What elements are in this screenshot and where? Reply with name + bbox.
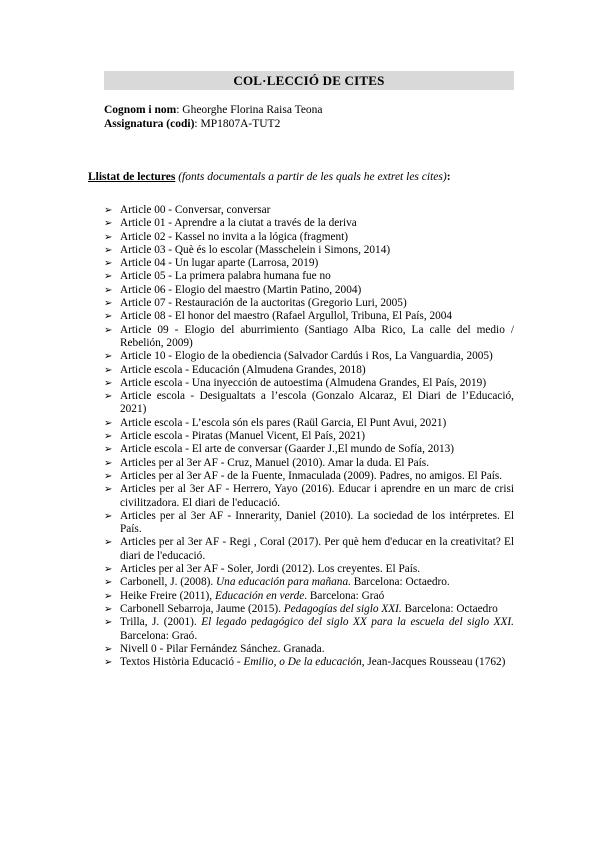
list-item-text: Article 06 - Elogio del maestro (Martin Patino, 2004) [120, 283, 362, 296]
list-item [104, 470, 514, 483]
list-item [104, 417, 514, 430]
list-item-text: Articles per al 3er AF - Cruz, Manuel (2010). Amar la duda. El País. [120, 456, 430, 469]
arrow-bullet-icon: ➢ [104, 417, 113, 429]
arrow-bullet-icon: ➢ [104, 444, 113, 456]
list-item-title: Pedagogías del siglo XXI. [283, 602, 402, 615]
list-item [104, 244, 514, 257]
arrow-bullet-icon: ➢ [104, 377, 113, 389]
list-item [104, 324, 514, 351]
list-item-text: Articles per al 3er AF - de la Fuente, Inmaculada (2009). Padres, no amigos. El País. [120, 469, 503, 482]
arrow-bullet-icon: ➢ [104, 643, 113, 655]
list-item-title: Una educación para mañana. [216, 576, 351, 589]
list-item [104, 297, 514, 310]
list-item [104, 257, 514, 270]
list-item-text: Article 08 - El honor del maestro (Rafael Argullol, Tribuna, El País, 2004 [120, 310, 453, 323]
arrow-bullet-icon: ➢ [104, 351, 113, 363]
list-item [104, 483, 514, 510]
list-item [104, 204, 514, 217]
list-item [104, 350, 514, 363]
list-item [104, 443, 514, 456]
list-item [104, 643, 514, 656]
list-item [104, 457, 514, 470]
list-item [104, 284, 514, 297]
arrow-bullet-icon: ➢ [104, 284, 113, 296]
list-item-text: Articles per al 3er AF - Herrero, Yayo (2016). Educar i aprendre en un marc de crisi civilitzadora. El diari de l'educació. [120, 483, 514, 509]
list-item [104, 563, 514, 576]
arrow-bullet-icon: ➢ [104, 617, 113, 629]
arrow-bullet-icon: ➢ [104, 205, 113, 216]
arrow-bullet-icon: ➢ [104, 577, 113, 589]
list-item-text: Carbonell Sebarroja, Jaume (2015). [120, 602, 284, 615]
list-item-title: El legado pedagógico del siglo XX para la escuela del siglo XXI. [201, 616, 514, 629]
list-item-text: Article escola - Una inyección de autoestima (Almudena Grandes, El País, 2019) [120, 376, 487, 389]
list-item [104, 310, 514, 323]
list-item [104, 590, 514, 603]
list-item-text: Textos Història Educació - [120, 656, 244, 669]
list-item-text-end: . Barcelona: Graó [304, 589, 385, 602]
list-item-text-end: , Jean-Jacques Rousseau (1762) [361, 656, 506, 669]
list-item-text-end: Barcelona: Octaedro. [350, 576, 450, 589]
reading-list-heading [88, 170, 451, 184]
arrow-bullet-icon: ➢ [104, 324, 113, 336]
list-item-text: Article 03 - Què és lo escolar (Masschelein i Simons, 2014) [120, 243, 391, 256]
arrow-bullet-icon: ➢ [104, 457, 113, 469]
list-item-text: Article 02 - Kassel no invita a la lógica (fragment) [120, 230, 349, 243]
arrow-bullet-icon: ➢ [104, 657, 113, 669]
name-line [104, 103, 323, 117]
list-item-text: Nivell 0 - Pilar Fernández Sánchez. Granada. [120, 642, 325, 655]
arrow-bullet-icon: ➢ [104, 258, 113, 270]
list-item-text: Article escola - Piratas (Manuel Vicent, El País, 2021) [120, 430, 366, 443]
list-item-text: Article escola - Educación (Almudena Grandes, 2018) [120, 363, 366, 376]
arrow-bullet-icon: ➢ [104, 484, 113, 496]
list-item [104, 510, 514, 537]
list-item [104, 536, 514, 563]
list-item-text: Articles per al 3er AF - Innerarity, Daniel (2010). La sociedad de los intérpretes. El País. [120, 509, 514, 536]
list-item-text-end: Barcelona: Octaedro [401, 602, 498, 615]
list-item [104, 616, 514, 643]
reading-list [104, 204, 514, 669]
list-item-text: Article 00 - Conversar, conversar [120, 204, 271, 216]
arrow-bullet-icon: ➢ [104, 231, 113, 243]
list-item-text: Article escola - El arte de conversar (Gaarder J.,El mundo de Sofía, 2013) [120, 443, 455, 456]
reading-list-colon: : [446, 171, 451, 183]
list-item [104, 231, 514, 244]
list-item-text-end: Barcelona: Graó. [120, 629, 198, 642]
arrow-bullet-icon: ➢ [104, 364, 113, 376]
list-item [104, 656, 514, 669]
arrow-bullet-icon: ➢ [104, 564, 113, 576]
list-item [104, 390, 514, 417]
reading-list-label: Llistat de lectures [88, 171, 176, 183]
list-item-text: Article 10 - Elogio de la obediencia (Salvador Cardús i Ros, La Vanguardia, 2005) [120, 350, 493, 363]
arrow-bullet-icon: ➢ [104, 271, 113, 283]
arrow-bullet-icon: ➢ [104, 603, 113, 615]
subject-label: Assignatura (codi) [104, 118, 195, 130]
list-item-text: Articles per al 3er AF - Soler, Jordi (2012). Los creyentes. El País. [120, 563, 421, 576]
list-item [104, 603, 514, 616]
arrow-bullet-icon: ➢ [104, 298, 113, 310]
subject-line [104, 117, 280, 131]
name-label: Cognom i nom [104, 104, 177, 116]
reading-list-note: (fonts documentals a partir de les quals he extret les cites) [175, 171, 447, 183]
arrow-bullet-icon: ➢ [104, 431, 113, 443]
list-item-text: Heike Freire (2011), [120, 589, 215, 602]
list-item-text: Carbonell, J. (2008). [120, 576, 217, 589]
list-item [104, 364, 514, 377]
arrow-bullet-icon: ➢ [104, 311, 113, 323]
arrow-bullet-icon: ➢ [104, 244, 113, 256]
list-item-text: Article escola - L’escola són els pares (Raül Garcia, El Punt Avui, 2021) [120, 416, 447, 429]
list-item-text: Articles per al 3er AF - Regi , Coral (2017). Per què hem d'educar en la creativitat? El diari de l'educació. [120, 536, 514, 562]
list-item-text: Article 05 - La primera palabra humana fue no [120, 270, 331, 283]
list-item-text: Article 09 - Elogio del aburrimiento (Santiago Alba Rico, La calle del medio / Rebelión, 2009) [120, 323, 514, 349]
list-item [104, 576, 514, 589]
arrow-bullet-icon: ➢ [104, 391, 113, 403]
subject-value: : MP1807A-TUT2 [194, 118, 281, 130]
arrow-bullet-icon: ➢ [104, 470, 113, 482]
arrow-bullet-icon: ➢ [104, 537, 113, 549]
list-item-text: Trilla, J. (2001). [120, 616, 202, 629]
title-banner [104, 71, 514, 90]
list-item [104, 217, 514, 230]
name-value: : Gheorghe Florina Raisa Teona [176, 104, 323, 116]
list-item-text: Article 04 - Un lugar aparte (Larrosa, 2019) [120, 257, 319, 270]
list-item-text: Article 01 - Aprendre a la ciutat a través de la deriva [120, 217, 357, 230]
arrow-bullet-icon: ➢ [104, 590, 113, 602]
list-item [104, 270, 514, 283]
list-item-title: Emilio, o De la educación [243, 656, 362, 669]
arrow-bullet-icon: ➢ [104, 218, 113, 230]
list-item-text: Article escola - Desigualtats a l’escola (Gonzalo Alcaraz, El Diari de l’Educació, 2021) [120, 390, 514, 416]
list-item [104, 430, 514, 443]
list-item-title: Educación en verde [214, 589, 305, 602]
list-item-text: Article 07 - Restauración de la auctoritas (Gregorio Luri, 2005) [120, 297, 407, 310]
list-item [104, 377, 514, 390]
arrow-bullet-icon: ➢ [104, 510, 113, 522]
page-title: COL·LECCIÓ DE CITES [233, 72, 385, 88]
